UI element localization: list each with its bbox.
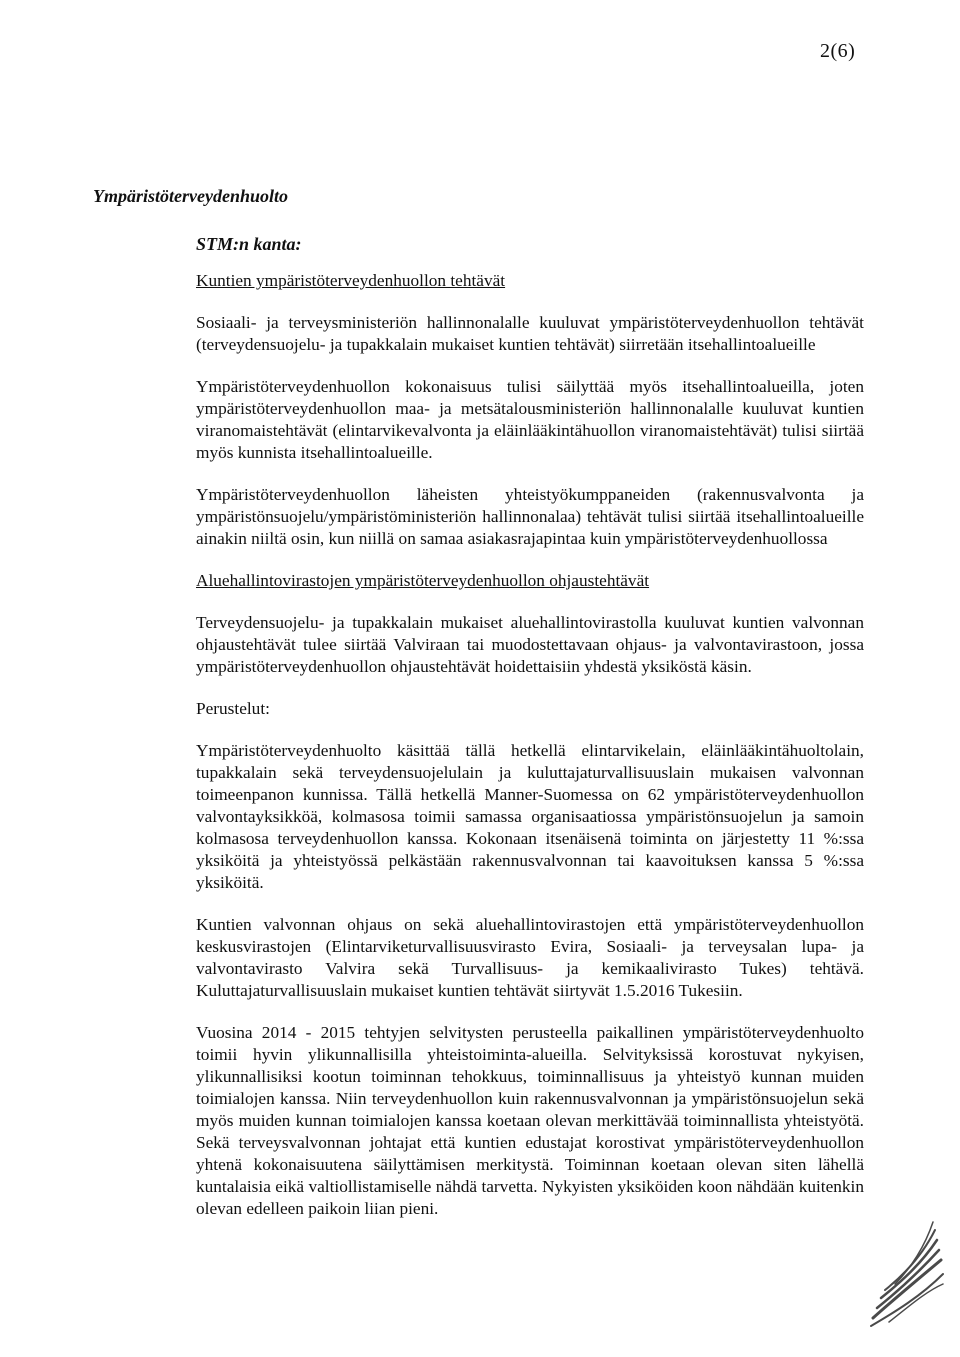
justification-heading: Perustelut:	[196, 699, 270, 718]
paragraph: Ympäristöterveydenhuollon läheisten yhteistyökumppaneiden (rakennusvalvonta ja ympäristönsuojelu/ympäristöministeriön hallinnonalaa) tehtävät tulisi siirtää itsehallintoalueille ainakin niiltä osin, kun niillä on samaa asiakasrajapintaa kuin ympäristöterveydenhuollossa	[196, 485, 864, 548]
paragraph: Ympäristöterveydenhuollon kokonaisuus tulisi säilyttää myös itsehallintoalueilla, joten ympäristöterveydenhuollon maa- ja metsätalousministeriön hallinnonalalle kuuluvat kuntien viranomaistehtävät (elintarvikevalvonta ja eläinlääkintähuollon viranomaistehtävät) tulisi siirtää myös kunnista itsehallintoalueille.	[196, 377, 864, 462]
section-title: Ympäristöterveydenhuolto	[93, 186, 288, 206]
subheading-regional-agency-tasks: Aluehallintovirastojen ympäristöterveydenhuollon ohjaustehtävät	[196, 571, 650, 590]
position-label: STM:n kanta:	[196, 234, 302, 254]
document-body	[196, 270, 864, 1240]
paragraph: Vuosina 2014 - 2015 tehtyjen selvitysten perusteella paikallinen ympäristöterveydenhuolto toimii hyvin ylikunnallisilla yhteistoiminta-alueilla. Selvityksissä korostuvat nykyisen, ylikunnallisiksi kootun toiminnan tehokkuus, toiminnallisuus ja yhteistyö kunnan muiden toimialojen kanssa. Niin terveydenhuollon kuin rakennusvalvonnan ja ympäristönsuojelun sekä myös muiden kunnan toimialojen kanssa koetaan olevan merkittävää toiminnallista yhteistyötä. Sekä terveysvalvonnan johtajat että kuntien edustajat korostivat ympäristöterveydenhuollon yhtenä kokonaisuutena säilyttämisen merkitystä. Toiminnan koetaan olevan siten lähellä kuntalaisia eikä valtiollistamiselle nähdä tarvetta. Nykyisten yksiköiden koon nähdään kuitenkin olevan edelleen paikoin liian pieni.	[196, 1023, 864, 1218]
paragraph: Kuntien valvonnan ohjaus on sekä aluehallintovirastojen että ympäristöterveydenhuollon keskusvirastojen (Elintarviketurvallisuusvirasto Evira, Sosiaali- ja terveysalan lupa- ja valvontavirasto Valvira sekä Turvallisuus- ja kemikaalivirasto Tukes) tehtävä. Kuluttajaturvallisuuslain mukaiset kuntien tehtävät siirtyvät 1.5.2016 Tukesiin.	[196, 915, 864, 1000]
page-number: 2(6)	[820, 40, 856, 62]
paragraph: Ympäristöterveydenhuolto käsittää tällä hetkellä elintarvikelain, eläinlääkintähuoltolain, tupakkalain sekä terveydensuojelulain ja kuluttajaturvallisuuslain mukaisen valvonnan toimeenpanon kunnissa. Tällä hetkellä Manner-Suomessa on 62 ympäristöterveydenhuollon valvontayksikköä, kolmasosa toimii samassa organisaatiossa ympäristönsuojelun ja samoin kolmasosa terveydenhuollon kanssa. Kokonaan itsenäisenä toiminta on järjestetty 11 %:ssa yksiköitä ja yhteistyössä pelkästään rakennusvalvonnan tai kaavoituksen kanssa 5 %:ssa yksiköitä.	[196, 741, 864, 892]
signature-mark	[865, 1200, 945, 1340]
paragraph: Sosiaali- ja terveysministeriön hallinnonalalle kuuluvat ympäristöterveydenhuollon tehtävät (terveydensuojelu- ja tupakkalain mukaiset kuntien tehtävät) siirretään itsehallintoalueille	[196, 313, 864, 354]
paragraph: Terveydensuojelu- ja tupakkalain mukaiset aluehallintovirastolla kuuluvat kuntien valvonnan ohjaustehtävät tulee siirtää Valviraan tai muodostettavaan ohjaus- ja valvontavirastoon, jossa ympäristöterveydenhuollon ohjaustehtävät hoidettaisiin yhdestä yksiköstä käsin.	[196, 613, 864, 676]
subheading-municipal-tasks: Kuntien ympäristöterveydenhuollon tehtävät	[196, 271, 506, 290]
